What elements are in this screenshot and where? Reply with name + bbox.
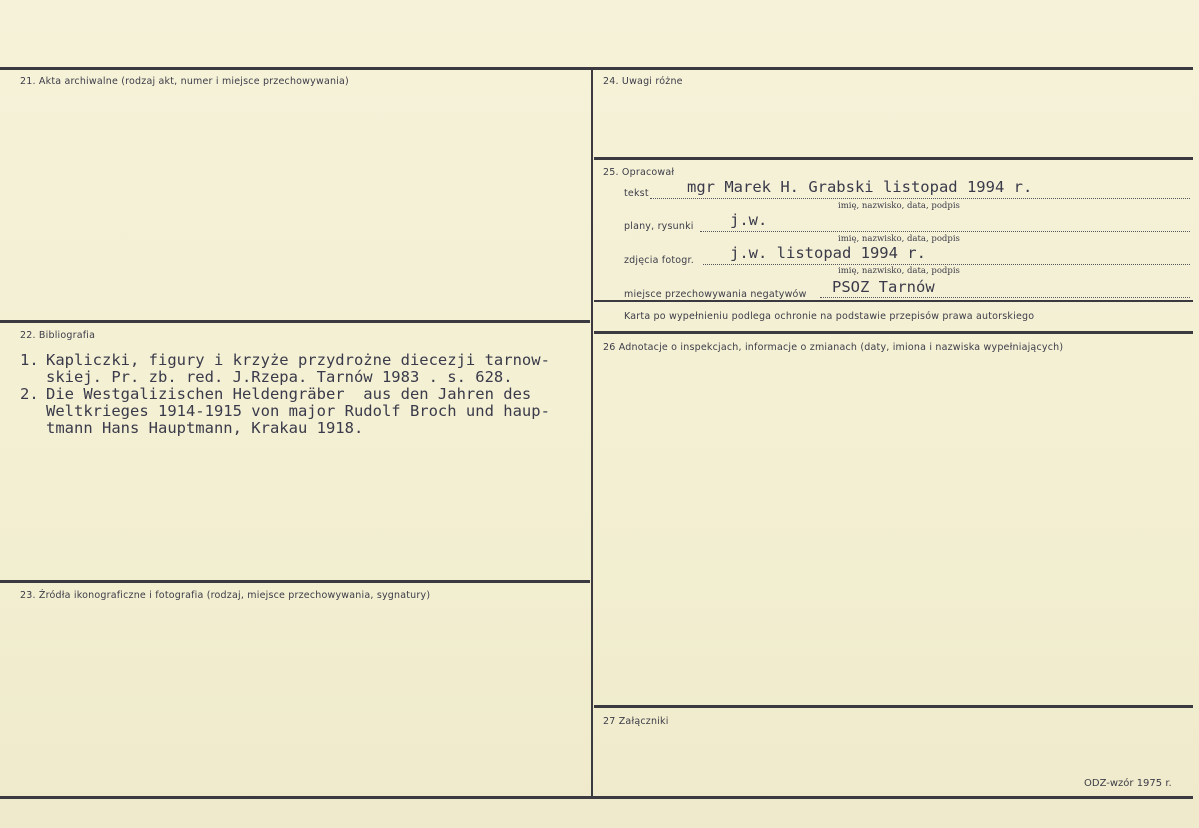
bibliography-entry-number: 1. <box>20 351 39 369</box>
rule-26-27 <box>594 705 1193 708</box>
plany-value: j.w. <box>730 211 768 229</box>
section-21-label: 21. Akta archiwalne (rodzaj akt, numer i miejsce przechowywania) <box>20 76 349 87</box>
bibliography-entry-number: 2. <box>20 385 39 403</box>
column-divider <box>591 67 593 798</box>
negatywy-label: miejsce przechowywania negatywów <box>624 289 807 300</box>
section-27-label: 27 Załączniki <box>603 716 669 727</box>
bibliography-entry-text: Kapliczki, figury i krzyże przydrożne diecezji tarnow- skiej. Pr. zb. red. J.Rzepa. Tarnów 1983 . s. 628. <box>46 351 550 386</box>
section-26-label: 26 Adnotacje o inspekcjach, informacje o zmianach (daty, imiona i nazwiska wypełniających) <box>603 342 1064 353</box>
rule-25-26 <box>594 331 1193 334</box>
tekst-caption: imię, nazwisko, data, podpis <box>838 201 960 211</box>
section-22-label: 22. Bibliografia <box>20 330 96 341</box>
zdjecia-line <box>703 264 1190 265</box>
zdjecia-value: j.w. listopad 1994 r. <box>730 244 926 262</box>
bibliography-entry <box>20 352 590 386</box>
bibliography-entry <box>20 386 590 437</box>
bottom-rule <box>0 796 1193 799</box>
zdjecia-label: zdjęcia fotogr. <box>624 255 694 266</box>
form-version-mark: ODZ-wzór 1975 r. <box>1084 778 1172 789</box>
tekst-value: mgr Marek H. Grabski listopad 1994 r. <box>687 178 1033 196</box>
rule-24-25 <box>594 157 1193 160</box>
rule-21-22 <box>0 320 590 323</box>
tekst-line <box>650 198 1190 199</box>
zdjecia-caption: imię, nazwisko, data, podpis <box>838 266 960 276</box>
bibliography-entry-text: Die Westgalizischen Heldengräber aus den Jahren des Weltkrieges 1914-1915 von major Rudolf Broch und haup- tmann Hans Hauptmann, Krakau 1918. <box>46 385 550 437</box>
section-24-label: 24. Uwagi różne <box>603 76 683 87</box>
bibliography-list <box>20 352 590 437</box>
negatywy-value: PSOZ Tarnów <box>832 278 935 296</box>
section-25-label: 25. Opracował <box>603 167 675 178</box>
tekst-label: tekst <box>624 188 649 199</box>
rule-22-23 <box>0 580 590 583</box>
top-rule <box>0 67 1193 70</box>
rule-25-notice <box>594 300 1193 302</box>
plany-caption: imię, nazwisko, data, podpis <box>838 234 960 244</box>
plany-line <box>700 231 1190 232</box>
negatywy-line <box>820 297 1190 298</box>
section-23-label: 23. Źródła ikonograficzne i fotografia (rodzaj, miejsce przechowywania, sygnatury) <box>20 590 431 601</box>
plany-label: plany, rysunki <box>624 221 694 232</box>
copyright-notice: Karta po wypełnieniu podlega ochronie na podstawie przepisów prawa autorskiego <box>624 311 1035 322</box>
